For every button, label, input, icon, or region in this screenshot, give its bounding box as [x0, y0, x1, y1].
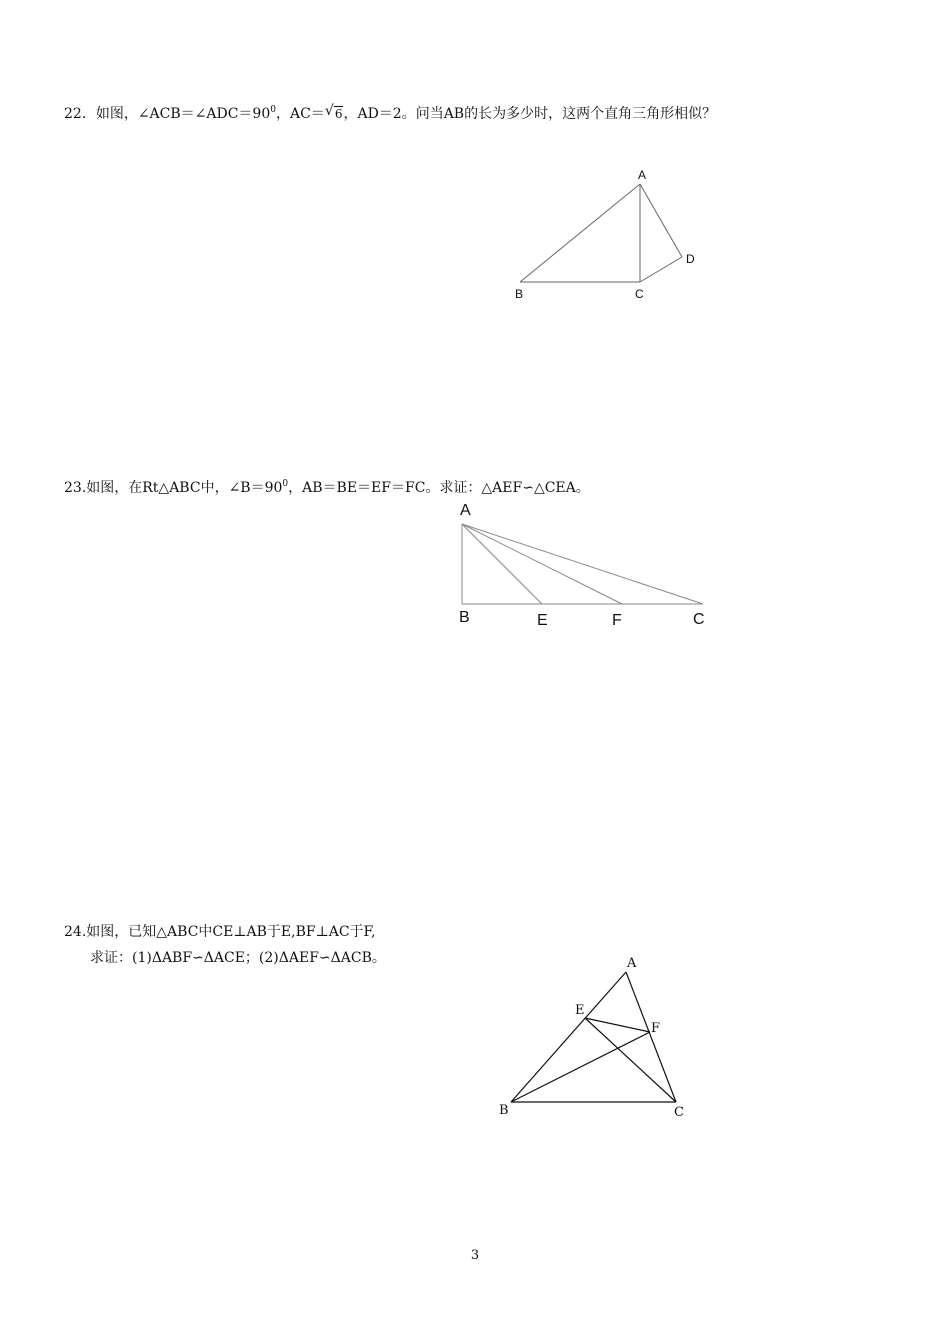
figure-22 — [500, 160, 710, 310]
label-A: A — [460, 502, 471, 519]
line-AF — [462, 524, 622, 604]
q23-suffix: ，AB＝BE＝EF＝FC。求证：△AEF∽△CEA。 — [288, 480, 590, 496]
q22-mid: ，AC＝ — [275, 106, 325, 122]
label-B: B — [499, 1103, 509, 1118]
q22-degree-sup: 0 — [270, 105, 276, 115]
label-C: C — [693, 611, 705, 628]
line-BA — [511, 972, 626, 1102]
label-B: B — [515, 287, 524, 301]
line-BA — [520, 184, 640, 282]
label-F: F — [651, 1021, 661, 1036]
label-B: B — [459, 609, 470, 626]
label-C: C — [674, 1105, 684, 1120]
label-A: A — [638, 168, 647, 182]
label-E: E — [537, 612, 548, 629]
sqrt-symbol: √ — [324, 103, 334, 119]
q22-suffix: ，AD＝2。问当AB的长为多少时，这两个直角三角形相似？ — [343, 106, 717, 122]
label-D: D — [686, 252, 695, 266]
q24-line2: 求证：(1)ΔABF∽ΔACE；(2)ΔAEF∽ΔACB。 — [90, 950, 386, 966]
q22-sqrt — [325, 101, 344, 127]
q22-radicand: 6 — [334, 107, 343, 121]
q24-line1: 24.如图，已知△ABC中CE⊥AB于E,BF⊥AC于F, — [64, 924, 376, 940]
q23-prefix: 23.如图，在Rt△ABC中，∠B＝90 — [64, 480, 283, 496]
figure-23 — [445, 495, 725, 635]
line-AE — [462, 524, 542, 604]
label-E: E — [575, 1003, 585, 1018]
line-AC — [626, 972, 676, 1102]
line-EC — [585, 1018, 676, 1102]
figure-24 — [490, 950, 700, 1130]
line-AC — [462, 524, 703, 604]
page-number: 3 — [470, 1248, 480, 1263]
q22-prefix: 22．如图，∠ACB＝∠ADC＝90 — [64, 106, 271, 122]
question-24-text — [64, 919, 386, 971]
line-BF — [511, 1032, 650, 1102]
label-C: C — [635, 287, 644, 301]
q23-degree-sup: 0 — [282, 479, 289, 489]
line-CD — [640, 257, 682, 282]
question-22-text — [64, 97, 716, 127]
line-AD — [640, 184, 682, 257]
label-F: F — [612, 612, 622, 629]
label-A: A — [627, 956, 637, 971]
line-EF — [585, 1018, 650, 1032]
